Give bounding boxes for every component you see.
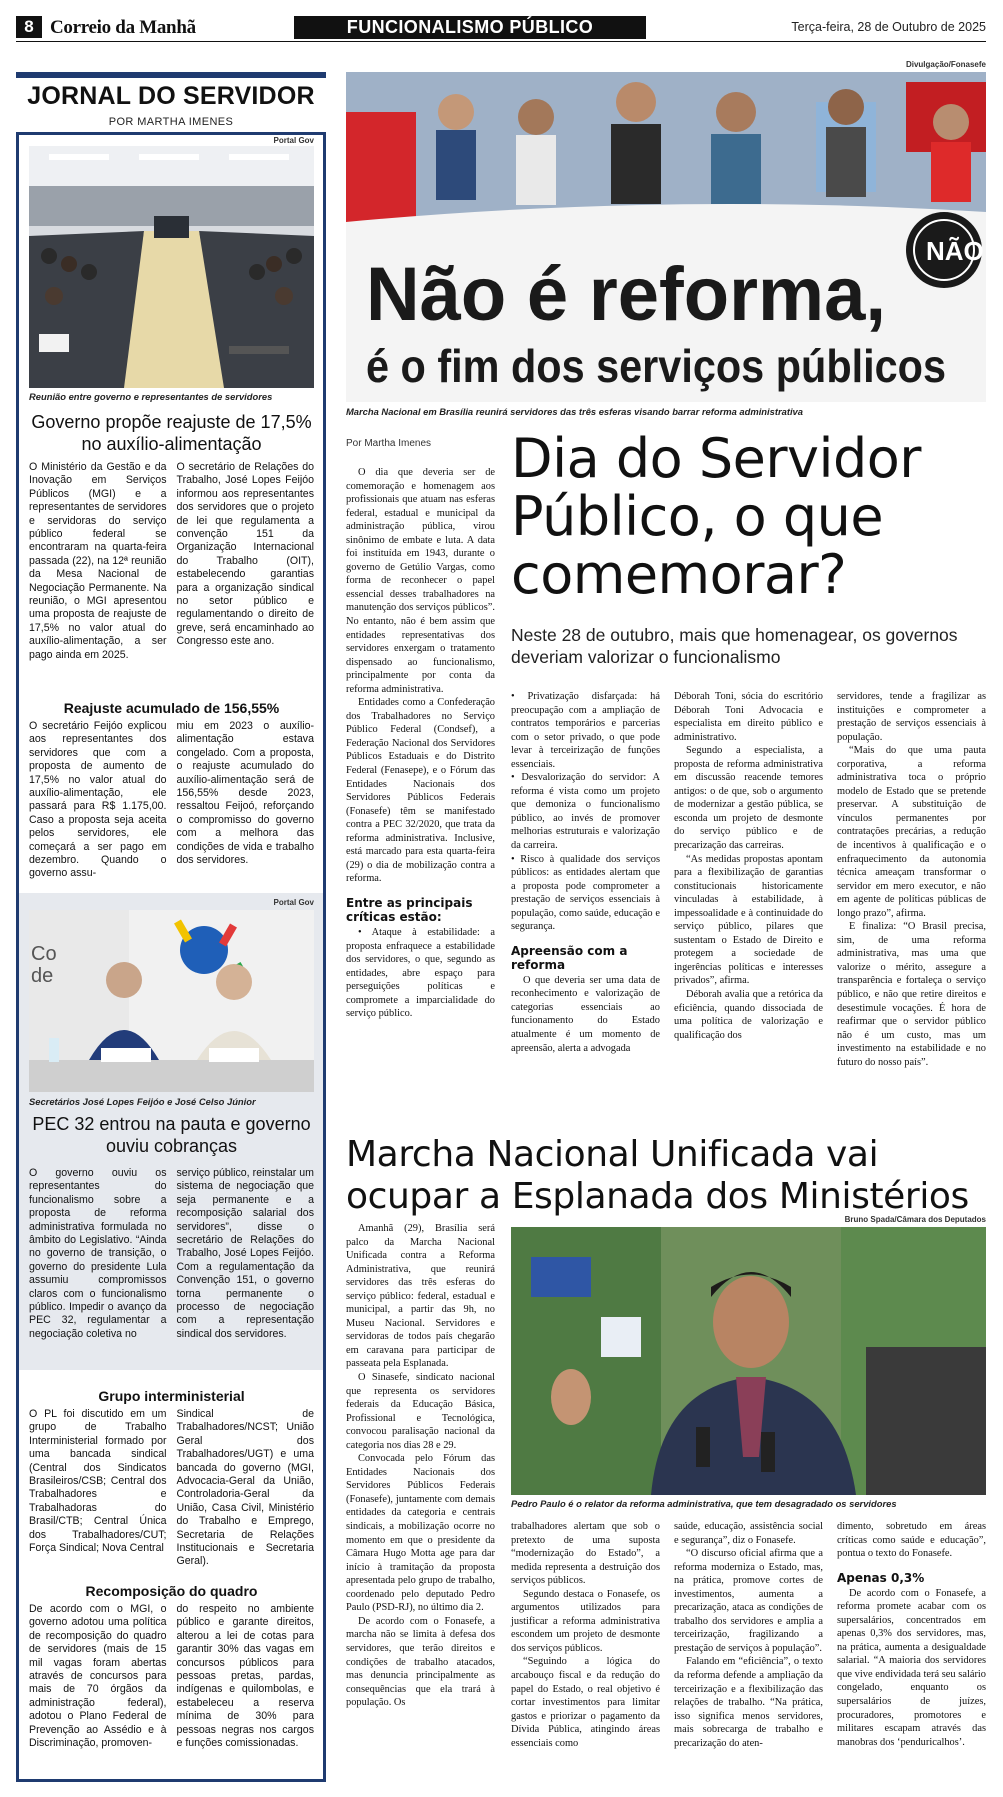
lead-col-4 — [837, 690, 986, 1069]
photo1-caption: Reunião entre governo e representantes de servidores — [29, 391, 273, 402]
lead-col2-p2: • Desvalorização do servidor: A reforma é vista como um projeto que demoniza o funcionalismo público, ao invés de promover melhorias estruturais e valorização da carreira. — [511, 772, 660, 852]
second-photo-credit: Bruno Spada/Câmara dos Deputados — [844, 1215, 986, 1224]
issue-date: Terça-feira, 28 de Outubro de 2025 — [791, 20, 986, 34]
page-number: 8 — [16, 16, 42, 38]
second-col3-p2: “O discurso oficial afirma que a reforma moderniza o Estado, mas, na prática, promove cortes de investimentos, aumenta a precarização, ataca as condições de trabalho dos servidores e amplia a terceirização, fragilizando a prestação de serviços à população”. — [674, 1548, 823, 1654]
lead-col-1 — [346, 466, 495, 1021]
second-col4-subheading: Apenas 0,3% — [837, 1570, 925, 1585]
lead-col-3 — [674, 690, 823, 1042]
photo2-credit: Portal Gov — [273, 898, 314, 907]
story1-subheading: Reajuste acumulado de 156,55% — [63, 700, 280, 716]
second-col4-p1: dimento, sobretudo em áreas críticas como saúde e educação”, pontua o texto do Fonasefe. — [837, 1521, 986, 1560]
story1-col3: O secretário Feijóo explicou aos representantes dos servidores que com a proposta de aumento de 17,5% no valor atual do auxílio-alimentação, ele passará para R$ 1.175,00. Caso a proposta seja aceita pelos servidores, ele começará a ser pago em dezembro. Quando o governo assu- — [29, 720, 167, 880]
second-col2-p2: Segundo destaca o Fonasefe, os argumentos utilizados para justificar a reforma administrativa escondem um projeto de desmonte dos serviços públicos. — [511, 1588, 660, 1654]
section-title: FUNCIONALISMO PÚBLICO — [294, 16, 646, 39]
sidebar-top-rule — [16, 72, 326, 78]
relator-photo-illustration — [511, 1227, 986, 1495]
svg-text:de: de — [31, 965, 54, 987]
second-col2-p3: “Seguindo a lógica do arcabouço fiscal e da redução do papel do Estado, o real objetivo é cortar investimentos para limitar gastos e priorizar o pagamento da Dívida Pública, atingindo áreas essenciais como — [511, 1656, 660, 1749]
paper-name: Correio da Manhã — [50, 17, 196, 38]
lead-col4-p2: “Mais do que uma pauta corporativa, a reforma administrativa toca o próprio modelo de Estado que se pretende preservar. A substituição de vínculos permanentes por contratações precárias, a redução de incentivos à qualificação e o enfraquecimento da autonomia técnica ameaçam transformar o servidor em mero executor, e não em agente de políticas públicas de longo prazo”, afirma. — [837, 745, 986, 919]
meeting-photo-illustration — [29, 146, 314, 388]
secretaries-photo — [29, 910, 314, 1092]
relator-photo — [511, 1227, 986, 1495]
svg-text:Co: Co — [31, 943, 57, 965]
second-col4-p2: De acordo com o Fonasefe, a reforma promete acabar com os supersalários, concentrados em apenas 0,3% dos servidores, mas, na prática, aumenta a desigualdade salarial. “A maioria dos servidores que vive endividada terá seu salário congelado, enquanto os supersalários de juízes, procuradores, promotores e militares escapam através das manobras dos ‘penduricalhos’. — [837, 1587, 986, 1748]
photo2-caption: Secretários José Lopes Feijóo e José Celso Júnior — [29, 1096, 256, 1107]
story4-columns — [29, 1603, 314, 1750]
banner-line-2: é o fim dos serviços públicos — [366, 340, 946, 392]
lead-col4-p1: servidores, tende a fragilizar as instituições e comprometer a prestação de serviços essenciais à população. — [837, 691, 986, 743]
second-col-3 — [674, 1520, 823, 1750]
second-col-4 — [837, 1520, 986, 1749]
lead-headline: Dia do Servidor Público, o que comemorar? — [511, 427, 921, 606]
story1-headline: Governo propõe reajuste de 17,5% no auxílio-alimentação — [31, 412, 312, 454]
second-col-2 — [511, 1520, 660, 1750]
second-col3-p3: Falando em “eficiência”, o texto da reforma defende a ampliação da terceirização e a flexibilização das relações de trabalho. “Na prática, isso significa menos servidores, mais sobrecarga de trabalho e precarização do aten- — [674, 1656, 823, 1749]
story1-col1: O Ministério da Gestão e da Inovação em Serviços Públicos (MGI) e a representantes de servidores e servidoras do serviço público federal se encontraram na quarta-feira passada (22), na 12ª reunião da Mesa Nacional de Negociação Permanente. Na reunião, o MGI apresentou uma proposta de reajuste de 17,5% no valor atual do auxílio-alimentação, a ser pago ainda em 2025. — [29, 461, 167, 661]
story1-more-columns — [29, 720, 314, 881]
lead-byline: Por Martha Imenes — [346, 438, 432, 449]
story3-columns — [29, 1408, 314, 1569]
story4-headline: Recomposição do quadro — [85, 1583, 258, 1599]
story1-col2: O secretário de Relações do Trabalho, José Lopes Feijóo informou aos representantes dos servidores que o projeto de lei que regulamenta a convenção 151 da Organização Internacional do Trabalho (OIT), estabelecendo garantias para a organização sindical no setor público e regulamentando o direito de greve, será encaminhado ao Congresso este ano. — [176, 461, 314, 648]
story3-col1: O PL foi discutido em um grupo de Trabalho Interministerial formado por uma bancada sindical (Central dos Sindicatos Brasileiros/CSB; Central dos Trabalhadores e Trabalhadoras do Brasil/CTB; Central Única dos Trabalhadores/CUT; Força Sindical; Nova Central — [29, 1408, 167, 1555]
banner-line-1: Não é reforma, — [366, 252, 886, 337]
lead-col2-p4: O que deveria ser uma data de reconhecimento e valorização de categorias essenciais ao funcionamento do Estado atualmente é um momento de apreensão, alerta a advogada — [511, 974, 660, 1054]
lead-col2-p1: • Privatização disfarçada: há preocupação com a ampliação de contratos temporários e parcerias com o setor privado, o que pode levar à terceirização de funções essenciais. — [511, 691, 660, 770]
banner-badge: NÃO — [926, 236, 984, 266]
lead-col1-p3: • Ataque à estabilidade: a proposta enfraquece a estabilidade dos servidores, o que, segundo as entidades, abre espaço para perseguições políticas e compromete a imparcialidade do serviço público. — [346, 926, 495, 1020]
lead-col3-p1: Déborah Toni, sócia do escritório Déborah Toni Advocacia e especialista em direito público e administrativo. — [674, 691, 823, 743]
lead-col1-p1: O dia que deveria ser de comemoração e homenagem aos profissionais que atuam nas esferas federal, estadual e municipal da administração pública, virou sinônimo de embate e luta. A data foi instituída em 1943, durante o governo de Getúlio Vargas, como forma de reconhecer o papel essencial desses trabalhadores na manutenção dos serviços públicos”. No entanto, não é bem assim que entidades representativas dos servidores enxergam o tratamento dispensado ao funcionalismo, principalmente por conta da reforma administrativa. — [346, 467, 495, 695]
second-col-1 — [346, 1222, 495, 1710]
lead-col3-p2: Segundo a especialista, a proposta de reforma administrativa em discussão reacende temores antigos: o de que, sob o argumento de modernizar a gestão pública, se esconda um projeto de desmonte do serviço público e de precarização das carreiras. — [674, 745, 823, 852]
second-col1-p2: O Sinasefe, sindicato nacional que representa os servidores federais da Educação Básica, Profissional e Tecnológica, convocou paralisação nacional da categoria nos dias 28 e 29. — [346, 1372, 495, 1451]
story3-col2: Sindical de Trabalhadores/NCST; União Geral dos Trabalhadores/UGT) e uma bancada do governo (MGI, Advocacia-Geral da União, Controladoria-Geral da União, Casa Civil, Ministério do Trabalho e Emprego, Secretaria de Relações Institucionais e Secretaria Geral). — [176, 1408, 314, 1568]
second-headline: Marcha Nacional Unificada vai ocupar a Esplanada dos Ministérios — [346, 1134, 969, 1217]
lead-col3-p3: “As medidas propostas apontam para a flexibilização de garantias constitucionais historicamente vinculadas à estabilidade, à impessoalidade e à continuidade do serviço público, pilares que sustentam o Estado de Direito e protegem a sociedade de ingerências políticas e interesses privados”, afirma. — [674, 853, 823, 987]
sidebar-byline: POR MARTHA IMENES — [108, 116, 234, 128]
story2-col2: serviço público, reinstalar um sistema de negociação que seja permanente e a recomposição salarial dos servidores”, disse o secretário de Relações do Trabalho, José Lopes Feijóo. Com a regulamentação da Convenção 151, o governo torna permanente o processo de negociação com a representação sindical dos servidores. — [176, 1167, 314, 1340]
second-col1-p4: De acordo com o Fonasefe, a marcha não se limita à defesa dos servidores, que terão direitos e condições de trabalho atacados, mas denuncia principalmente as consequências que ela trará à população. Os — [346, 1615, 495, 1709]
main-photo-credit: Divulgação/Fonasefe — [905, 60, 986, 69]
story4-col1: De acordo com o MGI, o governo adotou uma política de recomposição do quadro de servidores (mais de 15 mil vagas foram abertas através de concursos para mais de 70 órgãos da administração federal), adotou o Plano Federal de Prevenção ao Assédio e à Discriminação, promoven- — [29, 1603, 167, 1750]
story1-col4: miu em 2023 o auxílio-alimentação estava congelado. Com a proposta, o reajuste acumulado do auxílio-alimentação será de 156,55% desde 2023, ressaltou Feijoó, reforçando o compromisso do governo com a melhora das condições de vida e trabalho dos servidores. — [176, 720, 314, 867]
second-col1-p1: Amanhã (29), Brasília será palco da Marcha Nacional Unificada contra a Reforma Administrativa, que reunirá servidores das três esferas do serviço público: federal, estadual e municipal, a partir das 9h, no Museu Nacional. Servidores e servidoras de todos país chegarão em caravana para participar de passeata pela Esplanada. — [346, 1223, 495, 1370]
lead-col3-p4: Déborah avalia que a retórica da eficiência, quando dissociada de uma política de valorização e qualificação dos — [674, 989, 823, 1041]
lead-col1-subheading: Entre as principais críticas estão: — [346, 895, 473, 924]
second-col3-p1: saúde, educação, assistência social e segurança”, diz o Fonasefe. — [674, 1521, 823, 1546]
photo1-credit: Portal Gov — [273, 136, 314, 145]
sidebar-title: JORNAL DO SERVIDOR — [27, 82, 315, 110]
second-col1-p3: Convocada pelo Fórum das Entidades Nacionais dos Servidores Públicos Federais (Fonasefe), juntamente com demais entidades da categoria e centrais sindicais, a mobilização ocorre no momento em que o presidente da Câmara Hugo Motta age para dar início à tramitação da proposta apresentada pelo grupo de trabalho, coordenado pelo deputado Pedro Paulo (PSD-RJ), no último dia 2. — [346, 1453, 495, 1614]
second-photo-caption: Pedro Paulo é o relator da reforma administrativa, que tem desagradado os servidores — [511, 1498, 897, 1509]
lead-col-2 — [511, 690, 660, 1055]
story3-headline: Grupo interministerial — [98, 1388, 245, 1404]
story2-columns — [29, 1167, 314, 1341]
secretaries-photo-illustration — [29, 910, 314, 1092]
story2-headline: PEC 32 entrou na pauta e governo ouviu cobranças — [32, 1114, 311, 1156]
lead-col2-p3: • Risco à qualidade dos serviços públicos: as entidades alertam que a proposta pode comprometer a prestação de serviços essenciais à população, como saúde, educação e segurança. — [511, 853, 660, 933]
story1-columns — [29, 461, 314, 662]
lead-col1-p2: Entidades como a Confederação dos Trabalhadores no Serviço Público Federal (Condsef), a Federação Nacional dos Servidores Públicos Estaduais e do Distrito Federal (Fenasepe), e o Fórum das Entidades Nacionais dos Servidores Públicos Federais (Fonasefe) têm se manifestado contra a PEC 32/2020, que trata da reforma administrativa. Inclusive, está marcado para esta quarta-feira (29) o dia de mobilização contra a reforma. — [346, 697, 495, 885]
main-photo-caption: Marcha Nacional em Brasília reunirá servidores das três esferas visando barrar reforma administrativa — [346, 406, 803, 417]
lead-subhead: Neste 28 de outubro, mais que homenagear, os governos deveriam valorizar o funcionalismo — [511, 625, 958, 667]
protest-photo — [346, 72, 986, 402]
story2-col1: O governo ouviu os representantes do funcionalismo sobre a proposta de reforma administrativa formulada no âmbito do Legislativo. “Ainda no governo de transição, o governo do presidente Lula assumiu compromissos claros com o funcionalismo público. Impedir o avanço da PEC 32, regulamentar a negociação coletiva no — [29, 1167, 167, 1340]
meeting-photo — [29, 146, 314, 388]
lead-col4-p3: E finaliza: “O Brasil precisa, sim, de uma reforma administrativa, mas uma que valorize o mérito, assegure a transparência e fortaleça o serviço público, e não que retire direitos e desestimule vocações. É hora de reafirmar que o servidor público não é um custo, mas um investimento na estabilidade e no futuro do nosso país”. — [837, 921, 986, 1068]
second-col2-p1: trabalhadores alertam que sob o pretexto de uma suposta “modernização do Estado”, a medida representa a destruição dos serviços públicos. — [511, 1521, 660, 1587]
story4-col2: do respeito no ambiente público e garante direitos, alterou a lei de cotas para garantir 30% das vagas em concursos públicos para pessoas pretas, pardas, indígenas e quilombolas, e estabeleceu a reserva mínima de 30% para pessoas negras nos cargos e funções comissionadas. — [176, 1603, 314, 1750]
lead-col2-subheading: Apreensão com a reforma — [511, 943, 628, 972]
page-header — [16, 16, 986, 42]
protest-photo-illustration — [346, 72, 986, 402]
